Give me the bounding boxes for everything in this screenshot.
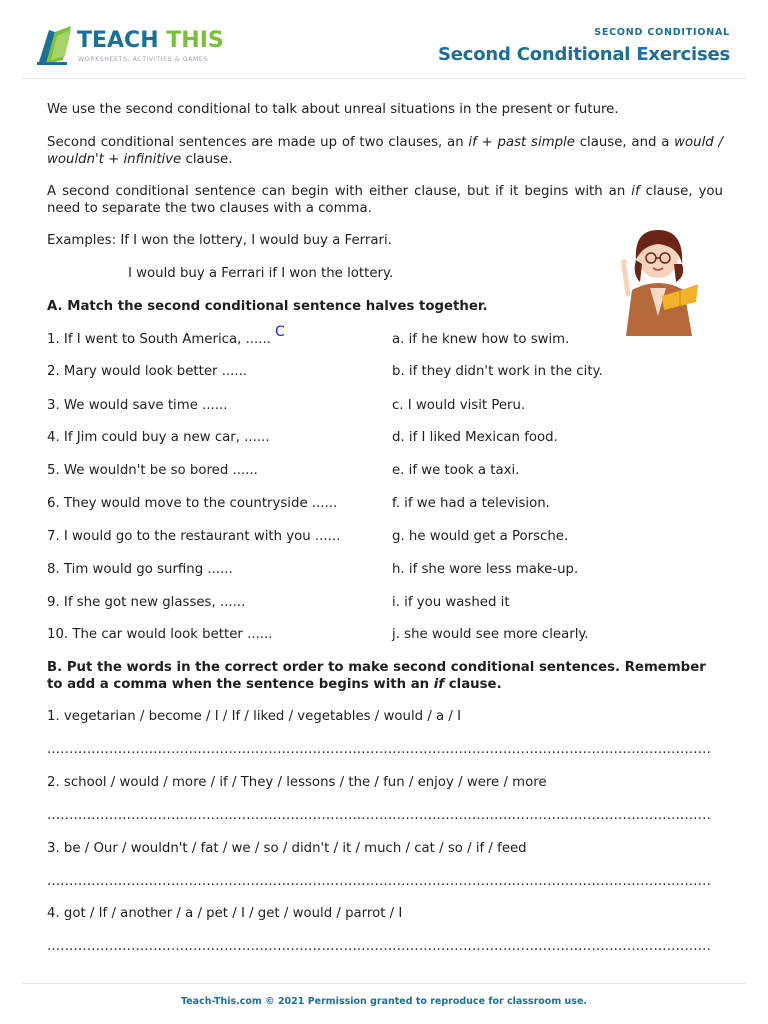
- footer-divider: [22, 983, 746, 984]
- example-1: Examples: If I won the lottery, I would buy a Ferrari.: [47, 233, 392, 248]
- match-right-f: f. if we had a television.: [392, 496, 550, 511]
- match-left-8: 8. Tim would go surfing ......: [47, 562, 233, 577]
- section-a-heading: A. Match the second conditional sentence halves together.: [47, 299, 488, 314]
- match-right-i: i. if you washed it: [392, 595, 510, 610]
- example-2: I would buy a Ferrari if I won the lottery.: [128, 266, 394, 281]
- match-right-b: b. if they didn't work in the city.: [392, 364, 603, 379]
- match-right-h: h. if she wore less make-up.: [392, 562, 579, 577]
- match-right-c: c. I would visit Peru.: [392, 398, 526, 413]
- answer-line-4[interactable]: ......................................................................................................................................................: [47, 939, 712, 954]
- match-left-9: 9. If she got new glasses, ......: [47, 595, 246, 610]
- section-b-heading: B. Put the words in the correct order to make second conditional sentences. Remember to add a comma when the sentence begins with an if clause.: [47, 660, 706, 692]
- match-right-g: g. he would get a Porsche.: [392, 529, 569, 544]
- match-right-j: j. she would see more clearly.: [392, 627, 589, 642]
- match-right-e: e. if we took a taxi.: [392, 463, 520, 478]
- header-kicker: SECOND CONDITIONAL: [594, 27, 730, 38]
- answer-line-3[interactable]: ......................................................................................................................................................: [47, 874, 712, 889]
- intro-paragraph-1: We use the second conditional to talk about unreal situations in the present or future.: [47, 102, 619, 117]
- match-left-2: 2. Mary would look better ......: [47, 364, 248, 379]
- teacher-illustration: [612, 220, 704, 336]
- match-left-1: 1. If I went to South America, ......: [47, 332, 271, 347]
- match-left-5: 5. We wouldn't be so bored ......: [47, 463, 258, 478]
- reorder-item-1: 1. vegetarian / become / I / If / liked / vegetables / would / a / I: [47, 709, 462, 724]
- handwritten-answer-mark: C: [275, 324, 285, 340]
- reorder-item-3: 3. be / Our / wouldn't / fat / we / so / didn't / it / much / cat / so / if / feed: [47, 841, 527, 856]
- match-left-7: 7. I would go to the restaurant with you ......: [47, 529, 341, 544]
- teach-this-logo: [37, 22, 227, 70]
- logo-wordmark: TEACH THIS: [77, 28, 224, 53]
- match-left-3: 3. We would save time ......: [47, 398, 228, 413]
- intro-paragraph-2: Second conditional sentences are made up of two clauses, an if + past simple clause, and a would / wouldn't + infinitive clause.: [47, 135, 723, 167]
- match-left-10: 10. The car would look better ......: [47, 627, 273, 642]
- book-logo-icon: [37, 22, 77, 68]
- reorder-item-4: 4. got / If / another / a / pet / I / get / would / parrot / I: [47, 906, 403, 921]
- page-title: Second Conditional Exercises: [437, 44, 730, 65]
- page-header: [22, 0, 746, 79]
- answer-line-1[interactable]: ......................................................................................................................................................: [47, 742, 712, 757]
- match-left-4: 4. If Jim could buy a new car, ......: [47, 430, 270, 445]
- match-left-6: 6. They would move to the countryside ......: [47, 496, 338, 511]
- footer-copyright: Teach-This.com © 2021 Permission granted to reproduce for classroom use.: [181, 996, 587, 1007]
- intro-paragraph-3: A second conditional sentence can begin with either clause, but if it begins with an if clause, you need to separate the two clauses with a comma.: [47, 184, 723, 216]
- answer-line-2[interactable]: ......................................................................................................................................................: [47, 808, 712, 823]
- match-right-a: a. if he knew how to swim.: [392, 332, 570, 347]
- logo-tagline: WORKSHEETS, ACTIVITIES & GAMES: [78, 56, 208, 63]
- reorder-item-2: 2. school / would / more / if / They / lessons / the / fun / enjoy / were / more: [47, 775, 547, 790]
- match-right-d: d. if I liked Mexican food.: [392, 430, 558, 445]
